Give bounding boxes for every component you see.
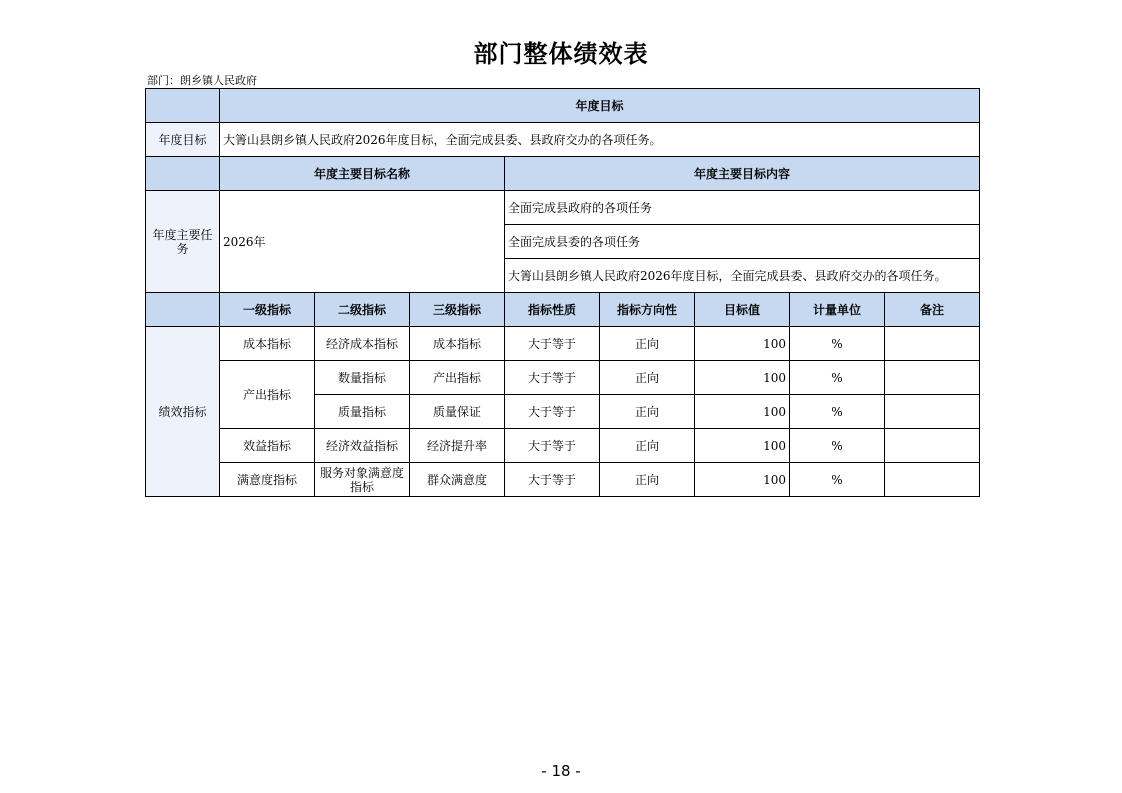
table-row (146, 327, 980, 361)
level2-cell: 数量指标 (315, 361, 410, 395)
main-goal-content-header: 年度主要目标内容 (505, 157, 980, 191)
col-header-level2: 二级指标 (315, 293, 410, 327)
level2-cell: 服务对象满意度指标 (315, 463, 410, 497)
level1-cell: 产出指标 (220, 361, 315, 429)
level2-cell: 经济成本指标 (315, 327, 410, 361)
col-header-level3: 三级指标 (410, 293, 505, 327)
level3-cell: 成本指标 (410, 327, 505, 361)
unit-cell: % (790, 463, 885, 497)
note-cell (885, 429, 980, 463)
col-header-unit: 计量单位 (790, 293, 885, 327)
level3-cell: 质量保证 (410, 395, 505, 429)
annual-goal-header: 年度目标 (220, 89, 980, 123)
unit-cell: % (790, 327, 885, 361)
header-blank-cell (146, 89, 220, 123)
direction-cell: 正向 (600, 327, 695, 361)
main-task-name: 2026年 (220, 191, 505, 293)
note-cell (885, 327, 980, 361)
direction-cell: 正向 (600, 429, 695, 463)
level1-cell: 效益指标 (220, 429, 315, 463)
performance-label: 绩效指标 (146, 327, 220, 497)
unit-cell: % (790, 395, 885, 429)
note-cell (885, 361, 980, 395)
target-cell: 100 (695, 429, 790, 463)
main-task-label: 年度主要任务 (146, 191, 220, 293)
col-header-target: 目标值 (695, 293, 790, 327)
table-row (146, 463, 980, 497)
target-cell: 100 (695, 463, 790, 497)
nature-cell: 大于等于 (505, 395, 600, 429)
note-cell (885, 395, 980, 429)
main-task-content: 大箐山县朗乡镇人民政府2026年度目标，全面完成县委、县政府交办的各项任务。 (505, 259, 980, 293)
main-task-content: 全面完成县委的各项任务 (505, 225, 980, 259)
note-cell (885, 463, 980, 497)
department-label: 部门：朗乡镇人民政府 (147, 74, 257, 87)
unit-cell: % (790, 429, 885, 463)
level3-cell: 产出指标 (410, 361, 505, 395)
page-title: 部门整体绩效表 (473, 40, 649, 68)
level2-cell: 质量指标 (315, 395, 410, 429)
col-header-direction: 指标方向性 (600, 293, 695, 327)
level1-cell: 满意度指标 (220, 463, 315, 497)
nature-cell: 大于等于 (505, 429, 600, 463)
target-cell: 100 (695, 327, 790, 361)
table-row (146, 361, 980, 395)
performance-table (145, 88, 980, 497)
annual-goal-label: 年度目标 (146, 123, 220, 157)
page-number: - 18 - (541, 762, 581, 780)
direction-cell: 正向 (600, 361, 695, 395)
level2-cell: 经济效益指标 (315, 429, 410, 463)
header-blank-cell (146, 293, 220, 327)
nature-cell: 大于等于 (505, 361, 600, 395)
header-blank-cell (146, 157, 220, 191)
main-goal-name-header: 年度主要目标名称 (220, 157, 505, 191)
unit-cell: % (790, 361, 885, 395)
target-cell: 100 (695, 361, 790, 395)
nature-cell: 大于等于 (505, 463, 600, 497)
direction-cell: 正向 (600, 395, 695, 429)
col-header-note: 备注 (885, 293, 980, 327)
level3-cell: 经济提升率 (410, 429, 505, 463)
level1-cell: 成本指标 (220, 327, 315, 361)
level3-cell: 群众满意度 (410, 463, 505, 497)
main-task-content: 全面完成县政府的各项任务 (505, 191, 980, 225)
col-header-level1: 一级指标 (220, 293, 315, 327)
table-row (146, 429, 980, 463)
annual-goal-text: 大箐山县朗乡镇人民政府2026年度目标，全面完成县委、县政府交办的各项任务。 (220, 123, 980, 157)
nature-cell: 大于等于 (505, 327, 600, 361)
direction-cell: 正向 (600, 463, 695, 497)
col-header-nature: 指标性质 (505, 293, 600, 327)
target-cell: 100 (695, 395, 790, 429)
